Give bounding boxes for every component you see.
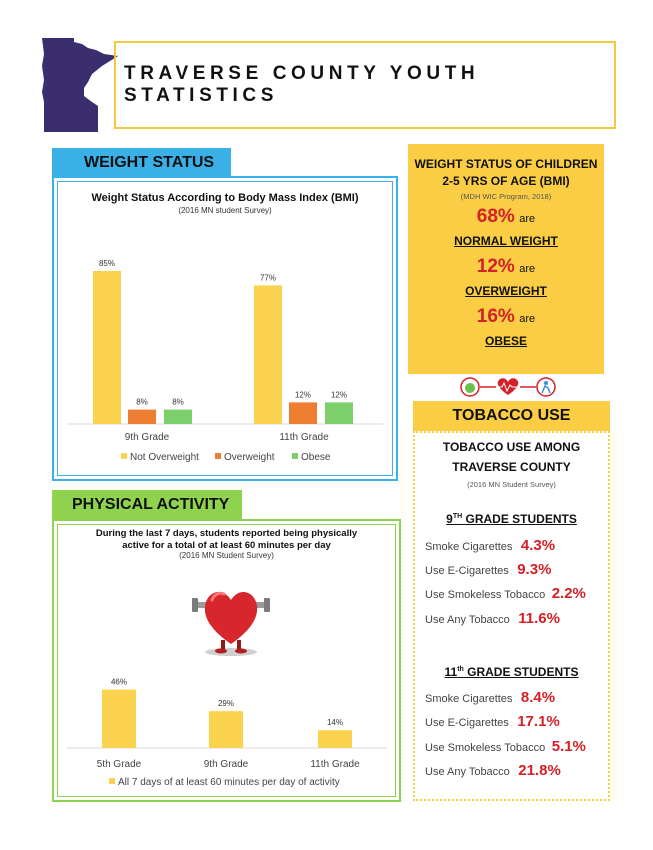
health-icons-strip bbox=[460, 376, 556, 398]
stat-label: OBESE bbox=[484, 334, 527, 348]
stat-are: are bbox=[519, 213, 536, 225]
stat-label: OVERWEIGHT bbox=[465, 284, 547, 298]
bar-overweight bbox=[128, 410, 156, 424]
grade11-heading bbox=[413, 665, 610, 679]
bar-value-label: 12% bbox=[294, 390, 312, 400]
minnesota-map-icon bbox=[38, 36, 120, 134]
tobacco-row bbox=[425, 610, 560, 628]
tobacco-row-label: Use Any Tobacco bbox=[425, 766, 510, 778]
weight-chart-subtitle: (2016 MN student Survey) bbox=[178, 206, 272, 215]
legend-swatch-activity bbox=[109, 778, 115, 784]
page-title: TRAVERSE COUNTY YOUTH STATISTICS bbox=[124, 63, 480, 106]
bar-value-label: 85% bbox=[98, 259, 116, 268]
legend-label: Not Overweight bbox=[130, 452, 199, 463]
tobacco-row-value: 2.2% bbox=[551, 585, 586, 602]
stat-value: 16% bbox=[476, 306, 515, 327]
tobacco-use-tab: TOBACCO USE bbox=[413, 401, 610, 431]
tobacco-row-label: Use Any Tobacco bbox=[425, 614, 510, 626]
grade9-heading-rest: GRADE STUDENTS bbox=[462, 512, 577, 526]
tobacco-row-label: Use E-Cigarettes bbox=[425, 717, 509, 729]
grade11-heading-sup: th bbox=[457, 666, 464, 673]
activity-category-label: 5th Grade bbox=[96, 759, 142, 770]
tobacco-heading-line2: TRAVERSE COUNTY bbox=[452, 460, 571, 474]
tobacco-row-value: 8.4% bbox=[520, 689, 556, 706]
tobacco-row-value: 11.6% bbox=[518, 610, 560, 627]
weight-chart bbox=[57, 181, 393, 476]
grade9-heading bbox=[413, 512, 610, 526]
tobacco-row-value: 9.3% bbox=[517, 561, 552, 578]
grade11-heading-num: 11 bbox=[444, 665, 458, 679]
bar-value-label: 12% bbox=[330, 390, 348, 400]
tobacco-row bbox=[425, 585, 586, 603]
tobacco-row bbox=[425, 738, 586, 756]
bar-not-overweight bbox=[93, 271, 121, 424]
legend-swatch-overweight bbox=[215, 453, 221, 459]
grade11-heading-rest: GRADE STUDENTS bbox=[463, 665, 579, 679]
bmi-source: (MDH WIC Program, 2018) bbox=[460, 192, 552, 201]
tobacco-row-value: 21.8% bbox=[518, 762, 561, 779]
legend-swatch-not-overweight bbox=[121, 453, 127, 459]
stat-value: 12% bbox=[476, 256, 515, 277]
bar-all-7-days-of-at-least-6 bbox=[318, 730, 352, 748]
legend-label: Obese bbox=[301, 452, 331, 463]
bar-value-label: 29% bbox=[217, 699, 235, 709]
tobacco-row-label: Use Smokeless Tobacco bbox=[425, 742, 546, 754]
tobacco-row-label: Use Smokeless Tobacco bbox=[425, 589, 546, 601]
bar-obese bbox=[325, 402, 353, 424]
stat-label: NORMAL WEIGHT bbox=[454, 234, 558, 248]
tobacco-source: (2016 MN Student Survey) bbox=[467, 480, 556, 489]
bar-value-label: 8% bbox=[172, 397, 184, 407]
activity-chart-subtitle: (2016 MN Student Survey) bbox=[179, 551, 274, 560]
weight-category-label: 11th Grade bbox=[279, 432, 329, 443]
grade9-heading-sup: TH bbox=[452, 513, 463, 520]
grade9-heading-num: 9 bbox=[446, 512, 453, 526]
bar-value-label: 14% bbox=[326, 718, 344, 728]
bmi-title-line2: 2-5 YRS OF AGE (BMI) bbox=[442, 174, 570, 188]
tobacco-row-label: Smoke Cigarettes bbox=[425, 693, 513, 705]
bar-value-label: 77% bbox=[259, 273, 277, 283]
bmi-stat-obese bbox=[408, 306, 604, 328]
bar-overweight bbox=[289, 402, 317, 424]
tobacco-row-label: Smoke Cigarettes bbox=[425, 541, 513, 553]
weight-category-label: 9th Grade bbox=[124, 432, 170, 443]
tobacco-row-value: 5.1% bbox=[551, 738, 586, 755]
bar-all-7-days-of-at-least-6 bbox=[209, 711, 243, 748]
stat-are: are bbox=[519, 263, 536, 275]
legend-swatch-obese bbox=[292, 453, 298, 459]
stat-are: are bbox=[519, 313, 536, 325]
stat-value: 68% bbox=[476, 206, 515, 227]
tobacco-row bbox=[425, 561, 551, 579]
activity-category-label: 11th Grade bbox=[310, 759, 360, 770]
tobacco-heading-line1: TOBACCO USE AMONG bbox=[442, 440, 581, 454]
bar-obese bbox=[164, 410, 192, 424]
tobacco-row bbox=[425, 762, 561, 780]
physical-activity-tab: PHYSICAL ACTIVITY bbox=[52, 490, 242, 520]
weight-chart-title: Weight Status According to Body Mass Index (BMI) bbox=[91, 192, 359, 204]
bar-all-7-days-of-at-least-6 bbox=[102, 690, 136, 748]
bmi-title-line1: WEIGHT STATUS OF CHILDREN bbox=[414, 157, 598, 171]
activity-chart bbox=[57, 524, 396, 797]
legend-label: Overweight bbox=[224, 452, 275, 463]
tobacco-row bbox=[425, 537, 555, 555]
legend-label: All 7 days of at least 60 minutes per day of activity bbox=[118, 777, 340, 788]
bmi-stat-normal bbox=[408, 206, 604, 228]
activity-category-label: 9th Grade bbox=[203, 759, 249, 770]
tobacco-row-value: 4.3% bbox=[520, 537, 556, 554]
bar-value-label: 46% bbox=[110, 677, 128, 687]
tobacco-row-label: Use E-Cigarettes bbox=[425, 565, 509, 577]
tobacco-row bbox=[425, 713, 560, 731]
tobacco-row-value: 17.1% bbox=[517, 713, 560, 730]
bar-value-label: 8% bbox=[136, 397, 148, 407]
weight-status-tab: WEIGHT STATUS bbox=[52, 148, 231, 178]
tobacco-row bbox=[425, 689, 555, 707]
bmi-stat-overweight bbox=[408, 256, 604, 278]
activity-chart-title-line2: active for a total of at least 60 minutes per day bbox=[122, 540, 331, 551]
activity-chart-title-line1: During the last 7 days, students reported being physically bbox=[95, 528, 358, 539]
bar-not-overweight bbox=[254, 285, 282, 424]
